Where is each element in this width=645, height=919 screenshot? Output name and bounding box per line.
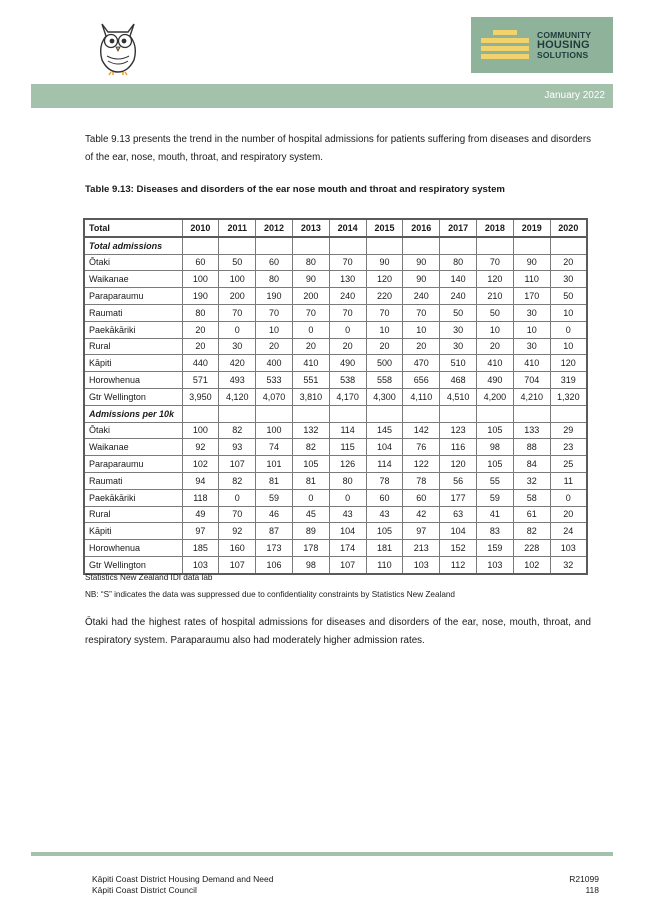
table-cell: 1,320 — [550, 388, 587, 405]
table-cell: 20 — [329, 338, 366, 355]
table-row — [84, 372, 587, 389]
table-cell: 97 — [403, 523, 440, 540]
table-cell: 30 — [440, 338, 477, 355]
section-row — [84, 237, 587, 254]
table-cell: 3,810 — [292, 388, 329, 405]
table-cell: 70 — [219, 506, 256, 523]
table-cell: 470 — [403, 355, 440, 372]
table-cell: 58 — [513, 489, 550, 506]
table-cell: 200 — [292, 288, 329, 305]
empty-cell — [256, 237, 293, 254]
column-header: 2012 — [256, 219, 293, 237]
section-title: Total admissions — [84, 237, 182, 254]
table-cell: 102 — [513, 556, 550, 573]
table-cell: 100 — [219, 271, 256, 288]
table-cell: 4,300 — [366, 388, 403, 405]
admissions-table — [83, 218, 588, 575]
table-cell: 94 — [182, 472, 219, 489]
table-cell: 142 — [403, 422, 440, 439]
empty-cell — [329, 237, 366, 254]
table-cell: 126 — [329, 456, 366, 473]
column-header: 2015 — [366, 219, 403, 237]
table-cell: 4,200 — [477, 388, 514, 405]
table-cell: 110 — [366, 556, 403, 573]
table-cell: 103 — [403, 556, 440, 573]
table-cell: 220 — [366, 288, 403, 305]
table-cell: 4,210 — [513, 388, 550, 405]
table-cell: 104 — [440, 523, 477, 540]
table-cell: 105 — [477, 422, 514, 439]
table-row — [84, 304, 587, 321]
table-cell: 81 — [292, 472, 329, 489]
table-cell: 25 — [550, 456, 587, 473]
table-cell: 493 — [219, 372, 256, 389]
table-cell: 319 — [550, 372, 587, 389]
table-cell: 116 — [440, 439, 477, 456]
table-cell: 200 — [219, 288, 256, 305]
table-cell: 59 — [477, 489, 514, 506]
table-cell: 42 — [403, 506, 440, 523]
row-label: Paraparaumu — [84, 288, 182, 305]
table-cell: 20 — [550, 506, 587, 523]
footer-page-number: 118 — [585, 885, 599, 895]
table-cell: 240 — [403, 288, 440, 305]
column-header: 2011 — [219, 219, 256, 237]
table-cell: 656 — [403, 372, 440, 389]
footer-code: R21099 — [569, 874, 599, 884]
table-cell: 468 — [440, 372, 477, 389]
table-cell: 32 — [513, 472, 550, 489]
table-cell: 120 — [477, 271, 514, 288]
empty-cell — [403, 405, 440, 422]
row-label: Kāpiti — [84, 355, 182, 372]
table-cell: 30 — [219, 338, 256, 355]
table-cell: 0 — [329, 321, 366, 338]
table-cell: 60 — [256, 254, 293, 271]
empty-cell — [366, 237, 403, 254]
table-cell: 420 — [219, 355, 256, 372]
empty-cell — [256, 405, 293, 422]
table-cell: 10 — [256, 321, 293, 338]
empty-cell — [477, 237, 514, 254]
empty-cell — [513, 237, 550, 254]
table-cell: 43 — [366, 506, 403, 523]
table-cell: 82 — [219, 422, 256, 439]
table-cell: 32 — [550, 556, 587, 573]
table-cell: 20 — [403, 338, 440, 355]
empty-cell — [440, 405, 477, 422]
table-cell: 50 — [550, 288, 587, 305]
table-cell: 46 — [256, 506, 293, 523]
table-cell: 70 — [329, 304, 366, 321]
row-label: Paekākāriki — [84, 321, 182, 338]
table-cell: 3,950 — [182, 388, 219, 405]
table-cell: 400 — [256, 355, 293, 372]
table-caption: Table 9.13: Diseases and disorders of the ear nose mouth and throat and respiratory system — [85, 184, 505, 195]
empty-cell — [477, 405, 514, 422]
table-cell: 500 — [366, 355, 403, 372]
table-source: Statistics New Zealand IDI data lab — [85, 573, 213, 582]
table-row — [84, 422, 587, 439]
table-cell: 240 — [440, 288, 477, 305]
table-cell: 89 — [292, 523, 329, 540]
table-cell: 20 — [256, 338, 293, 355]
table-cell: 70 — [292, 304, 329, 321]
table-row — [84, 254, 587, 271]
table-row — [84, 271, 587, 288]
column-header: 2010 — [182, 219, 219, 237]
section-title: Admissions per 10k — [84, 405, 182, 422]
table-row — [84, 540, 587, 557]
empty-cell — [440, 237, 477, 254]
table-cell: 103 — [550, 540, 587, 557]
table-cell: 20 — [182, 321, 219, 338]
conclusion-paragraph: Ōtaki had the highest rates of hospital admissions for diseases and disorders of the ear, nose, mouth, throat, and respiratory system. Paraparaumu also had moderately higher admission rates. — [85, 617, 591, 646]
table-cell: 190 — [256, 288, 293, 305]
table-cell: 4,170 — [329, 388, 366, 405]
table-cell: 410 — [513, 355, 550, 372]
table-cell: 10 — [550, 338, 587, 355]
table-cell: 70 — [366, 304, 403, 321]
table-cell: 10 — [477, 321, 514, 338]
footer-org: Kāpiti Coast District Council — [92, 885, 197, 895]
empty-cell — [513, 405, 550, 422]
empty-cell — [403, 237, 440, 254]
table-cell: 174 — [329, 540, 366, 557]
row-label: Horowhenua — [84, 540, 182, 557]
table-cell: 10 — [403, 321, 440, 338]
table-cell: 70 — [256, 304, 293, 321]
table-cell: 100 — [182, 271, 219, 288]
table-cell: 59 — [256, 489, 293, 506]
table-cell: 56 — [440, 472, 477, 489]
column-header: 2019 — [513, 219, 550, 237]
row-label: Paraparaumu — [84, 456, 182, 473]
table-cell: 704 — [513, 372, 550, 389]
table-cell: 78 — [403, 472, 440, 489]
table-cell: 20 — [366, 338, 403, 355]
column-header: 2014 — [329, 219, 366, 237]
table-cell: 70 — [219, 304, 256, 321]
table-cell: 103 — [477, 556, 514, 573]
row-label: Rural — [84, 338, 182, 355]
table-cell: 50 — [477, 304, 514, 321]
table-row — [84, 321, 587, 338]
row-label: Raumati — [84, 472, 182, 489]
column-header: 2016 — [403, 219, 440, 237]
owl-logo — [92, 16, 144, 76]
logo-bars-icon — [479, 28, 531, 62]
table-cell: 45 — [292, 506, 329, 523]
table-cell: 20 — [292, 338, 329, 355]
table-cell: 50 — [440, 304, 477, 321]
table-cell: 177 — [440, 489, 477, 506]
row-label: Waikanae — [84, 271, 182, 288]
empty-cell — [550, 405, 587, 422]
table-cell: 0 — [550, 321, 587, 338]
table-cell: 0 — [292, 489, 329, 506]
table-row — [84, 472, 587, 489]
empty-cell — [292, 405, 329, 422]
table-cell: 410 — [292, 355, 329, 372]
header-band — [31, 84, 613, 108]
table-cell: 115 — [329, 439, 366, 456]
table-cell: 107 — [219, 456, 256, 473]
table-cell: 10 — [550, 304, 587, 321]
table-cell: 210 — [477, 288, 514, 305]
empty-cell — [182, 405, 219, 422]
table-cell: 97 — [182, 523, 219, 540]
table-cell: 82 — [513, 523, 550, 540]
table-cell: 11 — [550, 472, 587, 489]
footer-rule — [31, 852, 613, 856]
table-cell: 4,510 — [440, 388, 477, 405]
table-cell: 29 — [550, 422, 587, 439]
table-cell: 55 — [477, 472, 514, 489]
table-cell: 181 — [366, 540, 403, 557]
table-cell: 100 — [256, 422, 293, 439]
table-cell: 228 — [513, 540, 550, 557]
table-cell: 118 — [182, 489, 219, 506]
logo-line-3: SOLUTIONS — [537, 49, 589, 60]
table-cell: 92 — [219, 523, 256, 540]
table-cell: 20 — [550, 254, 587, 271]
table-cell: 213 — [403, 540, 440, 557]
table-cell: 173 — [256, 540, 293, 557]
row-label: Ōtaki — [84, 422, 182, 439]
table-cell: 90 — [403, 254, 440, 271]
table-cell: 105 — [292, 456, 329, 473]
table-cell: 49 — [182, 506, 219, 523]
table-cell: 82 — [219, 472, 256, 489]
table-cell: 43 — [329, 506, 366, 523]
table-nb: NB: “S” indicates the data was suppressed due to confidentiality constraints by Statistics New Zealand — [85, 590, 455, 599]
table-row — [84, 388, 587, 405]
table-cell: 110 — [513, 271, 550, 288]
table-cell: 24 — [550, 523, 587, 540]
table-cell: 60 — [366, 489, 403, 506]
row-label: Gtr Wellington — [84, 556, 182, 573]
table-cell: 440 — [182, 355, 219, 372]
table-cell: 74 — [256, 439, 293, 456]
logo-line-1: COMMUNITY — [537, 29, 592, 40]
intro-paragraph: Table 9.13 presents the trend in the number of hospital admissions for patients suffering from diseases and disorders of the ear, nose, mouth, throat, and respiratory system. — [85, 134, 591, 163]
table-cell: 410 — [477, 355, 514, 372]
row-label: Raumati — [84, 304, 182, 321]
table-cell: 80 — [329, 472, 366, 489]
table-cell: 0 — [219, 321, 256, 338]
table-cell: 0 — [292, 321, 329, 338]
empty-cell — [292, 237, 329, 254]
table-row — [84, 523, 587, 540]
table-cell: 112 — [440, 556, 477, 573]
column-header: 2013 — [292, 219, 329, 237]
table-cell: 104 — [366, 439, 403, 456]
table-cell: 0 — [219, 489, 256, 506]
table-row — [84, 439, 587, 456]
table-cell: 538 — [329, 372, 366, 389]
table-row — [84, 506, 587, 523]
table-cell: 105 — [477, 456, 514, 473]
table-cell: 98 — [292, 556, 329, 573]
table-cell: 80 — [182, 304, 219, 321]
table-cell: 90 — [513, 254, 550, 271]
table-cell: 81 — [256, 472, 293, 489]
footer-left — [92, 874, 273, 896]
table-cell: 0 — [329, 489, 366, 506]
table-header-row — [84, 219, 587, 237]
empty-cell — [219, 237, 256, 254]
footer-title: Kāpiti Coast District Housing Demand and Need — [92, 874, 274, 884]
table-row — [84, 556, 587, 573]
table-cell: 120 — [366, 271, 403, 288]
table-cell: 105 — [366, 523, 403, 540]
table-cell: 30 — [513, 304, 550, 321]
table-cell: 122 — [403, 456, 440, 473]
table-cell: 92 — [182, 439, 219, 456]
table-cell: 103 — [182, 556, 219, 573]
column-header: 2020 — [550, 219, 587, 237]
table-cell: 93 — [219, 439, 256, 456]
table-cell: 152 — [440, 540, 477, 557]
table-cell: 60 — [182, 254, 219, 271]
table-cell: 70 — [329, 254, 366, 271]
table-cell: 20 — [477, 338, 514, 355]
table-cell: 60 — [403, 489, 440, 506]
footer-right — [569, 874, 599, 896]
table-row — [84, 456, 587, 473]
table-cell: 145 — [366, 422, 403, 439]
table-cell: 80 — [292, 254, 329, 271]
table-cell: 87 — [256, 523, 293, 540]
empty-cell — [219, 405, 256, 422]
table-cell: 10 — [513, 321, 550, 338]
table-cell: 170 — [513, 288, 550, 305]
table-cell: 50 — [219, 254, 256, 271]
table-cell: 104 — [329, 523, 366, 540]
table-cell: 4,110 — [403, 388, 440, 405]
table-cell: 140 — [440, 271, 477, 288]
column-header: 2017 — [440, 219, 477, 237]
column-header: 2018 — [477, 219, 514, 237]
table-cell: 0 — [550, 489, 587, 506]
empty-cell — [182, 237, 219, 254]
table-row — [84, 489, 587, 506]
table-cell: 133 — [513, 422, 550, 439]
row-label: Rural — [84, 506, 182, 523]
table-cell: 80 — [256, 271, 293, 288]
table-cell: 63 — [440, 506, 477, 523]
table-cell: 130 — [329, 271, 366, 288]
row-label: Kāpiti — [84, 523, 182, 540]
table-cell: 159 — [477, 540, 514, 557]
table-cell: 83 — [477, 523, 514, 540]
table-cell: 70 — [403, 304, 440, 321]
row-label: Gtr Wellington — [84, 388, 182, 405]
table-cell: 132 — [292, 422, 329, 439]
table-cell: 490 — [477, 372, 514, 389]
table-row — [84, 338, 587, 355]
section-row — [84, 405, 587, 422]
table-cell: 490 — [329, 355, 366, 372]
table-cell: 90 — [292, 271, 329, 288]
row-label: Waikanae — [84, 439, 182, 456]
table-cell: 120 — [440, 456, 477, 473]
table-cell: 10 — [366, 321, 403, 338]
table-cell: 533 — [256, 372, 293, 389]
table-cell: 114 — [366, 456, 403, 473]
table-cell: 90 — [366, 254, 403, 271]
table-row — [84, 288, 587, 305]
table-cell: 82 — [292, 439, 329, 456]
table-cell: 107 — [219, 556, 256, 573]
table-cell: 90 — [403, 271, 440, 288]
table-cell: 558 — [366, 372, 403, 389]
table-cell: 88 — [513, 439, 550, 456]
table-cell: 61 — [513, 506, 550, 523]
table-cell: 123 — [440, 422, 477, 439]
header-date: January 2022 — [544, 90, 605, 101]
table-cell: 80 — [440, 254, 477, 271]
community-housing-solutions-logo — [471, 17, 613, 73]
table-cell: 102 — [182, 456, 219, 473]
column-header: Total — [84, 219, 182, 237]
table-cell: 20 — [182, 338, 219, 355]
empty-cell — [329, 405, 366, 422]
table-cell: 510 — [440, 355, 477, 372]
row-label: Ōtaki — [84, 254, 182, 271]
logo-line-2: HOUSING — [537, 38, 590, 51]
table-cell: 76 — [403, 439, 440, 456]
table-cell: 78 — [366, 472, 403, 489]
table-cell: 4,070 — [256, 388, 293, 405]
table-cell: 185 — [182, 540, 219, 557]
table-cell: 30 — [550, 271, 587, 288]
table-cell: 100 — [182, 422, 219, 439]
table-cell: 30 — [440, 321, 477, 338]
table-cell: 120 — [550, 355, 587, 372]
table-cell: 30 — [513, 338, 550, 355]
row-label: Paekākāriki — [84, 489, 182, 506]
table-cell: 101 — [256, 456, 293, 473]
table-cell: 114 — [329, 422, 366, 439]
table-cell: 571 — [182, 372, 219, 389]
table-cell: 84 — [513, 456, 550, 473]
table-cell: 98 — [477, 439, 514, 456]
table-cell: 70 — [477, 254, 514, 271]
empty-cell — [366, 405, 403, 422]
table-cell: 106 — [256, 556, 293, 573]
row-label: Horowhenua — [84, 372, 182, 389]
table-cell: 178 — [292, 540, 329, 557]
table-cell: 240 — [329, 288, 366, 305]
table-cell: 4,120 — [219, 388, 256, 405]
table-cell: 190 — [182, 288, 219, 305]
empty-cell — [550, 237, 587, 254]
table-cell: 551 — [292, 372, 329, 389]
table-row — [84, 355, 587, 372]
table-cell: 23 — [550, 439, 587, 456]
table-cell: 41 — [477, 506, 514, 523]
table-cell: 160 — [219, 540, 256, 557]
table-cell: 107 — [329, 556, 366, 573]
